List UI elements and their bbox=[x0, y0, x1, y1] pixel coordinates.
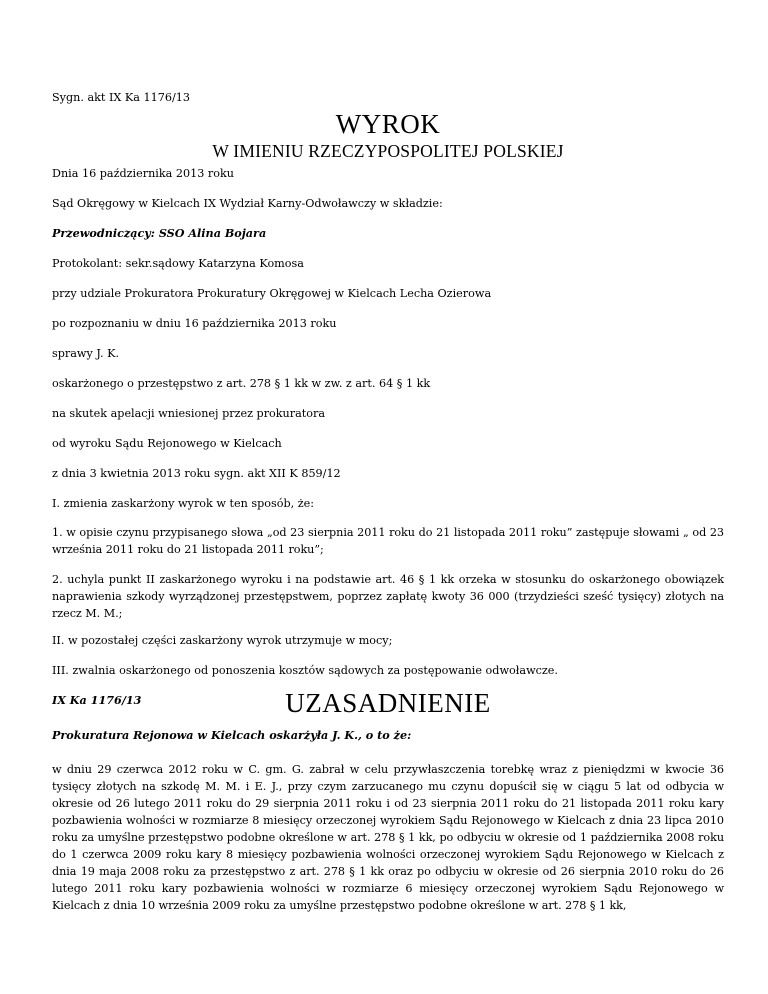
clerk-line: Protokolant: sekr.sądowy Katarzyna Komosa bbox=[52, 257, 304, 270]
charge-line: oskarżonego o przestępstwo z art. 278 § 1 kk w zw. z art. 64 § 1 kk bbox=[52, 377, 431, 390]
document-subtitle: W IMIENIU RZECZYPOSPOLITEJ POLSKIEJ bbox=[212, 141, 564, 161]
case-line: sprawy J. K. bbox=[52, 347, 120, 360]
appeal-line: na skutek apelacji wniesionej przez prokuratora bbox=[52, 407, 326, 420]
indictment-intro: Prokuratura Rejonowa w Kielcach oskarżyła J. K., o to że: bbox=[52, 728, 412, 742]
prosecutor-line: przy udziale Prokuratora Prokuratury Okręgowej w Kielcach Lecha Ozierowa bbox=[52, 287, 492, 300]
from-judgment-line: od wyroku Sądu Rejonowego w Kielcach bbox=[52, 437, 282, 450]
ruling-point-2: II. w pozostałej części zaskarżony wyrok utrzymuje w mocy; bbox=[52, 634, 393, 647]
document-title: WYROK bbox=[335, 109, 441, 139]
ruling-point-1-1: 1. w opisie czynu przypisanego słowa „od 23 sierpnia 2011 roku do 21 listopada 2011 roku” zastępuje słowami „ od 23 września 2011 roku do 21 listopada 2011 roku”; bbox=[52, 526, 724, 556]
ruling-point-1: I. zmienia zaskarżony wyrok w ten sposób, że: bbox=[52, 497, 315, 510]
ruling-point-1-2: 2. uchyla punkt II zaskarżonego wyroku i na podstawie art. 46 § 1 kk orzeka w stosunku do oskarżonego obowiązek naprawienia szkody wyrządzonej przestępstwem, poprzez zapłatę kwoty 36 000 (trzydzieści sześć tysięcy) złotych na rzecz M. M.; bbox=[52, 573, 724, 620]
justification-title: UZASADNIENIE bbox=[285, 688, 491, 718]
presiding-judge: Przewodniczący: SSO Alina Bojara bbox=[52, 226, 267, 240]
indictment-text: w dniu 29 czerwca 2012 roku w C. gm. G. zabrał w celu przywłaszczenia torebkę wraz z pieniędzmi w kwocie 36 tysięcy złotych na szkodę M. M. i E. J., przy czym zarzucanego mu czynu dopuścił się w ciągu 5 lat od odbycia w okresie od 26 lutego 2011 roku do 29 sierpnia 2011 roku i od 23 sierpnia 2011 roku do 21 listopada 2011 roku kary pozbawienia wolności w rozmiarze 8 miesięcy orzeczonej wyrokiem Sądu Rejonowego w Kielcach z dnia 23 lipca 2010 roku za umyślne przestępstwo podobne określone w art. 278 § 1 kk, po odbyciu w okresie od 1 października 2008 roku do 1 czerwca 2009 roku kary 8 miesięcy pozbawienia wolności orzeczonej wyrokiem Sądu Rejonowego w Kielcach z dnia 19 maja 2008 roku za przestępstwo z art. 278 § 1 kk oraz po odbyciu w okresie od 26 sierpnia 2010 roku do 26 lutego 2011 roku kary pozbawienia wolności w rozmiarze 6 miesięcy orzeczonej wyrokiem Sądu Rejonowego w Kielcach z dnia 10 września 2009 roku za umyślne przestępstwo podobne określone w art. 278 § 1 kk, bbox=[52, 763, 724, 912]
hearing-line: po rozpoznaniu w dniu 16 października 2013 roku bbox=[52, 317, 337, 330]
ruling-point-3: III. zwalnia oskarżonego od ponoszenia kosztów sądowych za postępowanie odwoławcze. bbox=[52, 664, 558, 677]
case-signature: Sygn. akt IX Ka 1176/13 bbox=[52, 91, 190, 104]
court-line: Sąd Okręgowy w Kielcach IX Wydział Karny-Odwoławczy w składzie: bbox=[52, 197, 443, 210]
date-line: Dnia 16 października 2013 roku bbox=[52, 167, 234, 180]
case-signature-2: IX Ka 1176/13 bbox=[52, 693, 142, 707]
judgment-date-line: z dnia 3 kwietnia 2013 roku sygn. akt XII K 859/12 bbox=[52, 467, 341, 480]
